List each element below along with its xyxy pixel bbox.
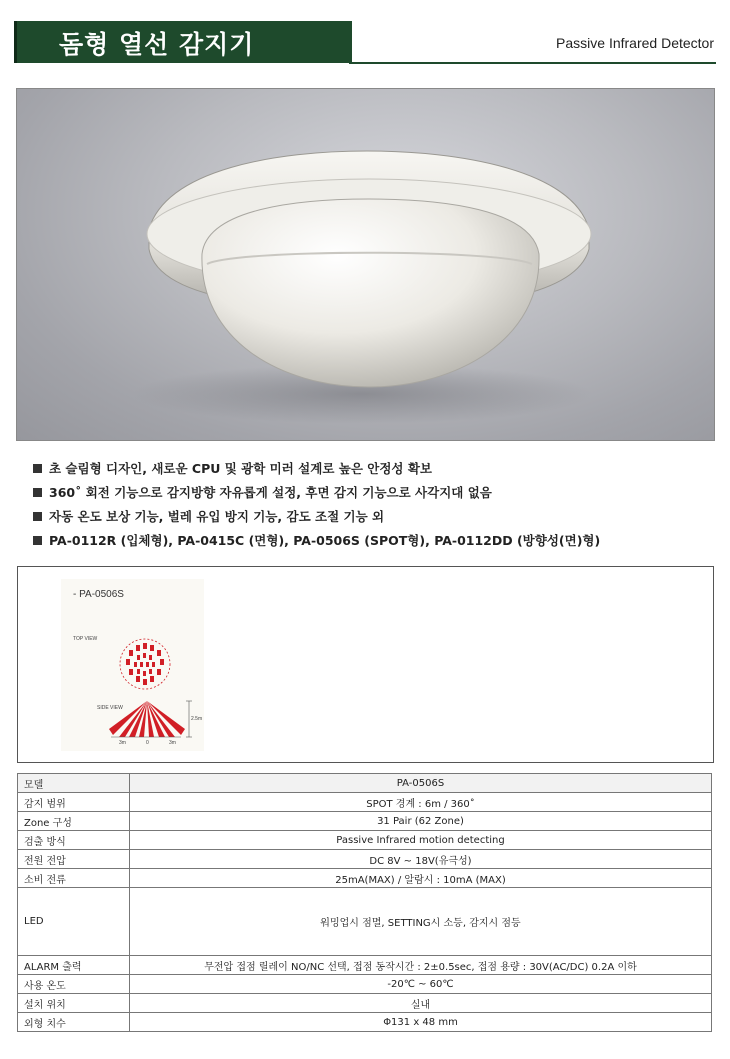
table-row xyxy=(18,774,712,793)
spec-table xyxy=(17,773,712,1032)
spec-value: 25mA(MAX) / 알람시 : 10mA (MAX) xyxy=(130,869,712,888)
table-row xyxy=(18,975,712,994)
square-bullet-icon xyxy=(33,512,42,521)
page-subtitle: Passive Infrared Detector xyxy=(556,35,714,51)
product-photo xyxy=(16,88,715,441)
spec-label: Zone 구성 xyxy=(18,812,130,831)
diagram-model-label: - PA-0506S xyxy=(73,589,124,600)
spec-value: 실내 xyxy=(130,994,712,1013)
tick-right-label: 3m xyxy=(169,740,176,746)
feature-list xyxy=(33,456,713,552)
table-row xyxy=(18,831,712,850)
side-view-pattern xyxy=(61,579,204,751)
spec-value: Φ131 x 48 mm xyxy=(130,1013,712,1032)
side-view-label: SIDE VIEW xyxy=(97,705,123,711)
feature-text: 초 슬림형 디자인, 새로운 CPU 및 광학 미러 설계로 높은 안정성 확보 xyxy=(49,461,432,476)
spec-label: 외형 치수 xyxy=(18,1013,130,1032)
page-title: 돔형 열선 감지기 xyxy=(59,30,255,59)
tick-left-label: 3m xyxy=(119,740,126,746)
top-view-label: TOP VIEW xyxy=(73,636,98,642)
square-bullet-icon xyxy=(33,536,42,545)
spec-value: -20℃ ~ 60℃ xyxy=(130,975,712,994)
table-row xyxy=(18,888,712,956)
spec-label: 감지 범위 xyxy=(18,793,130,812)
table-row xyxy=(18,869,712,888)
spec-value: PA-0506S xyxy=(130,774,712,793)
tick-center-label: 0 xyxy=(146,740,149,746)
spec-value: 31 Pair (62 Zone) xyxy=(130,812,712,831)
feature-item xyxy=(33,528,713,552)
spec-label: 전원 전압 xyxy=(18,850,130,869)
spec-value: Passive Infrared motion detecting xyxy=(130,831,712,850)
spec-label: 설치 위치 xyxy=(18,994,130,1013)
detection-diagram-panel xyxy=(17,566,714,763)
height-label: 2.5m xyxy=(191,716,203,722)
title-banner xyxy=(14,21,352,63)
feature-text: 360˚ 회전 기능으로 감지방향 자유롭게 설정, 후면 감지 기능으로 사각지대 없음 xyxy=(49,485,492,500)
table-row xyxy=(18,793,712,812)
dome-detector-image xyxy=(17,89,714,440)
square-bullet-icon xyxy=(33,488,42,497)
spec-label: 사용 온도 xyxy=(18,975,130,994)
square-bullet-icon xyxy=(33,464,42,473)
spec-label: 검출 방식 xyxy=(18,831,130,850)
header-rule xyxy=(349,62,716,64)
detection-diagram xyxy=(61,579,204,751)
feature-item xyxy=(33,504,713,528)
table-row xyxy=(18,812,712,831)
spec-label: 소비 전류 xyxy=(18,869,130,888)
spec-label: 모델 xyxy=(18,774,130,793)
spec-value: 워밍업시 점멸, SETTING시 소등, 감지시 점등 xyxy=(130,888,712,956)
spec-label: ALARM 출력 xyxy=(18,956,130,975)
feature-text: 자동 온도 보상 기능, 벌레 유입 방지 기능, 감도 조절 기능 외 xyxy=(49,509,385,524)
spec-value: SPOT 경계 : 6m / 360˚ xyxy=(130,793,712,812)
spec-value: 무전압 접점 릴레이 NO/NC 선택, 접점 동작시간 : 2±0.5sec, 접점 용량 : 30V(AC/DC) 0.2A 이하 xyxy=(130,956,712,975)
table-row xyxy=(18,1013,712,1032)
feature-item xyxy=(33,456,713,480)
page-header xyxy=(14,21,716,65)
spec-label: LED xyxy=(18,888,130,956)
feature-item xyxy=(33,480,713,504)
table-row xyxy=(18,850,712,869)
feature-text: PA-0112R (입체형), PA-0415C (면형), PA-0506S (SPOT형), PA-0112DD (방향성(면)형) xyxy=(49,533,601,548)
table-row xyxy=(18,956,712,975)
table-row xyxy=(18,994,712,1013)
spec-value: DC 8V ~ 18V(유극성) xyxy=(130,850,712,869)
